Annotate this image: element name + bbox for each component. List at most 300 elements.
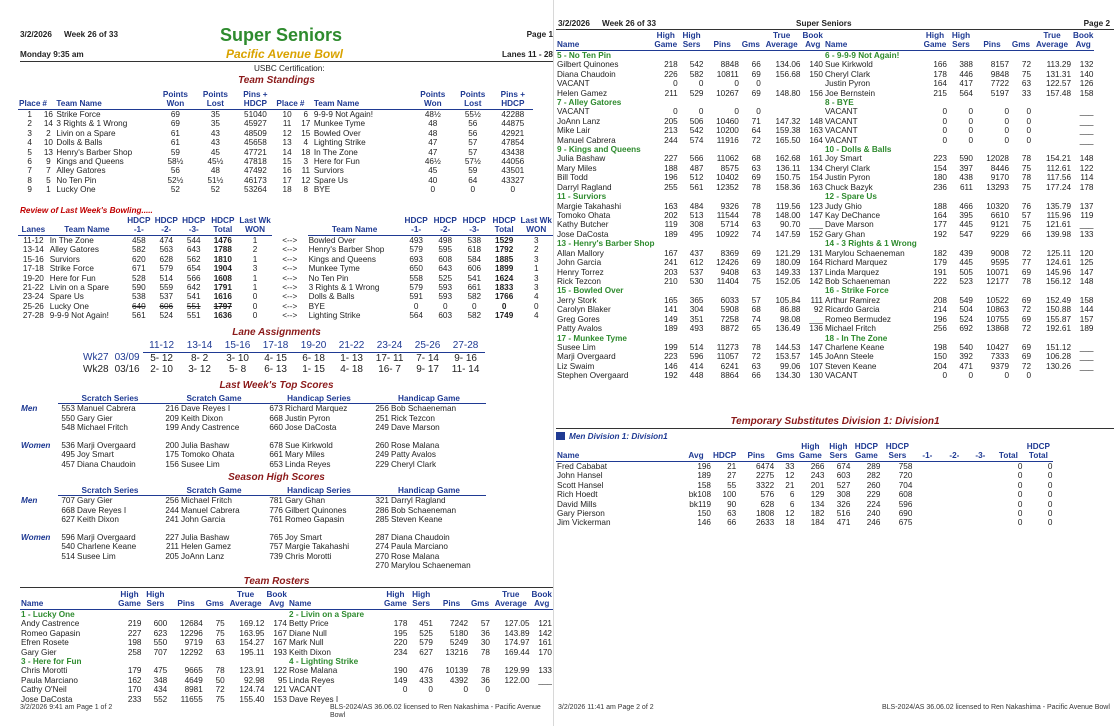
review-head-row (18, 216, 553, 225)
roster-cell: 437 (689, 248, 704, 258)
subs-cell: 3322 (755, 480, 775, 490)
subs-cell: 100 (722, 490, 737, 500)
review-cell: 551 (186, 301, 201, 311)
roster-cell: 114 (1080, 173, 1094, 183)
review-head: -1- (125, 225, 152, 235)
roster-cell: Jose DaCosta (21, 694, 73, 704)
roster-cell: 8872 (720, 324, 739, 334)
score-cell: 678 (269, 440, 283, 450)
review-cell: 579 (409, 245, 423, 255)
standings-head: Team Name (313, 99, 413, 109)
lane-pair: 6- 18 (302, 352, 325, 364)
roster-cell: 158.36 (775, 182, 801, 192)
roster-row (824, 352, 1094, 361)
roster-head: Pins (974, 40, 1010, 50)
roster-cell: 0 (1026, 371, 1031, 381)
roster-cell: 12028 (986, 154, 1009, 164)
standings-cell: 7 (27, 166, 32, 176)
roster-row (556, 305, 824, 314)
page-2 (556, 0, 1114, 726)
review-cell: 1616 (213, 292, 232, 302)
score-cell: 256 (165, 496, 179, 506)
blank (941, 442, 967, 451)
standings-cell: 45927 (244, 119, 267, 129)
roster-cell: 529 (689, 88, 704, 98)
review-cell: 0 (252, 292, 258, 302)
roster-head-row (824, 40, 1094, 50)
roster-cell: 30 (480, 638, 490, 648)
roster-head: Gms (741, 40, 760, 50)
roster-cell: 136.11 (776, 163, 801, 173)
standings-cell: 47492 (244, 166, 267, 176)
roster-cell: 36 (480, 675, 490, 685)
subs-head: Sers (825, 451, 851, 461)
subs-division (556, 432, 668, 441)
roster-cell: 0 (1026, 107, 1031, 117)
blank (20, 460, 58, 469)
lane-assign-title: Lane Assignments (232, 327, 321, 338)
roster-cell: 0 (1004, 107, 1009, 117)
lane-pair: 4- 18 (340, 364, 363, 375)
roster-row (824, 60, 1094, 69)
review-head: -1- (402, 225, 431, 235)
roster-cell: ___ (1079, 135, 1094, 145)
roster-team-name: 7 - Alley Gatores (557, 97, 622, 107)
roster-cell: 525 (419, 628, 433, 638)
roster-team-row (288, 609, 553, 619)
lanes: Lanes 11 - 28 (502, 50, 553, 59)
roster-cell: 178 (1079, 182, 1094, 192)
subs-head-row (556, 442, 1053, 451)
roster-cell: 95 (277, 675, 287, 685)
review-cell: 528 (132, 273, 146, 283)
roster-cell: 148 (809, 116, 823, 126)
roster-row (824, 136, 1094, 145)
blank (20, 433, 486, 441)
review-cell: In The Zone (49, 235, 94, 245)
review-cell: 525 (438, 273, 453, 283)
roster-cell: 133 (1079, 229, 1094, 239)
roster-cell: 161 (538, 638, 552, 648)
subs-head: Game (795, 451, 825, 461)
score-cell: Manuel Cabrera (77, 404, 136, 414)
roster-cell: 188 (664, 163, 678, 173)
roster-cell: 170 (127, 685, 142, 695)
roster-cell: 162.68 (775, 154, 801, 164)
roster-cell: 11062 (716, 154, 739, 164)
subs-cell: 246 (866, 518, 881, 528)
roster-cell: 161 (809, 154, 823, 164)
roster-cell: 10071 (986, 267, 1009, 277)
roster-cell: 215 (933, 88, 947, 98)
roster-left-2 (556, 31, 824, 381)
review-head: HDCP (433, 216, 457, 225)
roster-row (824, 183, 1094, 192)
roster-row (556, 268, 824, 277)
roster-team-name: 17 - Munkee Tyme (557, 333, 627, 343)
review-cell: 591 (409, 292, 423, 302)
score-cell: 668 (61, 505, 75, 515)
roster-cell: 523 (959, 276, 973, 286)
lane-pair: 16- 7 (378, 364, 401, 375)
roster-cell: 192.61 (1045, 324, 1071, 334)
roster-cell: Justin Pyron (825, 173, 871, 183)
standings-cell: 51040 (244, 109, 267, 119)
standings-cell: 43327 (501, 175, 525, 185)
roster-cell: 11057 (716, 352, 739, 362)
roster-cell: 137 (809, 267, 823, 277)
roster-cell: 692 (959, 324, 973, 334)
subs-head: Pins (737, 451, 775, 461)
standings-cell: 12 (301, 175, 311, 185)
score-row (20, 542, 486, 551)
roster-cell: 106.28 (1045, 352, 1071, 362)
roster-cell: Mark Null (289, 638, 324, 648)
review-cell: 2 (533, 245, 539, 255)
roster-cell: 549 (959, 295, 973, 305)
roster-cell: Helen Gamez (557, 88, 608, 98)
roster-cell: 145 (809, 352, 823, 362)
standings-head: Won (413, 99, 453, 109)
review-cell: Munkee Tyme (308, 264, 360, 274)
score-cell: Rick Tezcon (391, 413, 435, 423)
subs-cell: 608 (898, 490, 913, 500)
standings-cell: Dolls & Balls (56, 138, 103, 148)
standings-cell: 9 (46, 156, 51, 166)
score-cell: Marylou Schaeneman (391, 560, 471, 570)
roster-cell (801, 107, 824, 116)
roster-cell: 7258 (720, 314, 739, 324)
roster-cell: 446 (959, 69, 973, 79)
score-cell: 216 (165, 404, 179, 414)
score-cell (76, 561, 162, 570)
roster-cell: 0 (698, 107, 704, 117)
roster-cell: 574 (689, 135, 704, 145)
roster-team-row (824, 98, 1094, 107)
lane-pair: 5- 8 (228, 364, 247, 375)
review-head: -3- (180, 225, 207, 235)
standings-cell: 59 (170, 147, 180, 157)
subs-cell (913, 481, 941, 490)
score-row (20, 496, 486, 506)
review-cell: 493 (409, 235, 423, 245)
standings-cell: 57 (468, 138, 478, 148)
review-cell: 566 (186, 273, 201, 283)
roster-cell: 130 (809, 371, 823, 381)
subs-cell (941, 461, 967, 471)
review-row (18, 264, 553, 273)
score-cell: 739 (269, 551, 283, 561)
roster-cell: 258 (127, 647, 142, 657)
lane-head: 13-14 (181, 340, 219, 352)
score-cell: 227 (165, 532, 179, 542)
lane-pair: 1- 13 (340, 352, 363, 364)
roster-cell: 69 (1021, 295, 1031, 305)
subs-cell: 6474 (755, 461, 775, 471)
roster-row (556, 211, 824, 220)
roster-cell: 0 (1026, 116, 1031, 126)
roster-cell: 78 (1021, 154, 1031, 164)
roster-row (20, 648, 288, 657)
roster-cell (801, 79, 824, 88)
review-cell: 1788 (213, 245, 232, 255)
lane-assign-table (80, 340, 485, 376)
roster-team-row (556, 145, 824, 154)
roster-cell: 72 (1021, 60, 1031, 70)
roster-cell: Efren Rosete (21, 638, 69, 648)
roster-cell: 189 (664, 324, 678, 334)
roster-cell: Rick Tezcon (557, 276, 601, 286)
blank (740, 31, 762, 40)
roster-cell: 149 (664, 314, 678, 324)
roster-row (824, 126, 1094, 135)
subs-cell: bk108 (688, 490, 711, 500)
roster-cell: 566 (689, 154, 704, 164)
roster-team-row (20, 657, 288, 666)
standings-head-row (18, 99, 533, 109)
subs-row (556, 461, 1053, 471)
roster-cell: 57 (480, 619, 490, 629)
review-cell: 618 (467, 245, 482, 255)
blank (20, 450, 58, 459)
roster-cell: 141 (664, 305, 678, 315)
roster-head: Name (20, 599, 117, 609)
subs-cell: 674 (836, 461, 851, 471)
roster-head: Game (384, 599, 407, 609)
roster-cell: 139.98 (1045, 229, 1071, 239)
roster-cell: 68 (751, 305, 761, 315)
roster-team-row (824, 286, 1094, 295)
roster-cell: 78 (480, 666, 490, 676)
review-head: Total (489, 225, 520, 235)
standings-row (18, 176, 533, 185)
roster-cell: 451 (419, 619, 433, 629)
roster-row (288, 619, 553, 628)
review-head-row (18, 225, 553, 235)
roster-cell: Paula Marciano (21, 675, 78, 685)
review-row (18, 245, 553, 254)
standings-head: Place (19, 99, 41, 109)
blank (112, 340, 143, 352)
roster-row (20, 695, 288, 704)
review-cell: <--> (282, 235, 298, 245)
roster-cell: 71 (751, 116, 761, 126)
roster-cell: 69 (1021, 267, 1031, 277)
roster-cell: 10755 (986, 314, 1009, 324)
subs-cell: 0 (1017, 471, 1023, 481)
standings-head: Points (420, 90, 446, 99)
roster-cell: 166 (933, 60, 947, 70)
roster-cell: 121 (538, 619, 552, 629)
review-head: WON (238, 225, 272, 235)
roster-row (556, 79, 824, 88)
subs-head: Total (1023, 451, 1053, 461)
roster-row (556, 117, 824, 126)
roster-cell: 707 (153, 647, 168, 657)
subs-cell: 12 (785, 471, 795, 481)
roster-cell: 66 (1021, 229, 1031, 239)
roster-cell: 304 (689, 305, 704, 315)
subs-row (556, 518, 1053, 527)
roster-cell: 0 (968, 116, 973, 126)
score-cell: 757 (269, 542, 283, 552)
score-cell: Dave Reyes I (77, 505, 127, 515)
roster-cell: Sue Kirkwold (825, 60, 873, 70)
score-cell: 286 (375, 505, 389, 515)
blank (288, 590, 382, 599)
review-cell: 458 (132, 235, 146, 245)
roster-cell: Patty Avalos (557, 324, 602, 334)
roster-cell: 76 (1021, 201, 1031, 211)
score-cell (162, 561, 180, 570)
blank (313, 90, 413, 99)
score-head: Scratch Game (162, 394, 266, 404)
score-cell: Margie Takahashi (285, 542, 350, 552)
score-cell: Mary Miles (285, 450, 325, 460)
roster-cell: 75 (1021, 182, 1031, 192)
roster-cell: 152 (809, 229, 823, 239)
roster-cell: 156.12 (1045, 276, 1071, 286)
subs-cell: 704 (898, 480, 913, 490)
review-cell: <--> (282, 273, 298, 283)
subs-cell (913, 490, 941, 499)
roster-cell: Linda Marquez (825, 267, 880, 277)
roster-cell: Mike Lair (557, 126, 591, 136)
review-cell: 1636 (213, 311, 232, 321)
roster-cell: 7242 (449, 619, 469, 629)
subs-cell: 603 (836, 471, 851, 481)
roster-cell: 125 (1079, 258, 1094, 268)
roster-cell: 164 (933, 211, 947, 221)
score-cell: 251 (375, 413, 389, 423)
lane-week: Wk27 (83, 352, 109, 364)
review-cell: 564 (409, 311, 423, 321)
roster-cell: 164 (933, 79, 947, 89)
roster-cell: 5180 (449, 628, 469, 638)
review-cell: 17-18 (22, 264, 44, 274)
roster-cell: 218 (664, 60, 678, 70)
score-cell: 244 (165, 505, 179, 515)
roster-row (556, 183, 824, 192)
roster-cell: 210 (664, 276, 678, 286)
table (80, 340, 485, 376)
roster-cell: 10320 (986, 201, 1009, 211)
roster-cell: 308 (689, 220, 704, 230)
score-row (20, 506, 486, 515)
score-cell: 211 (165, 542, 179, 552)
roster-row (824, 220, 1094, 229)
review-cell: 514 (159, 273, 174, 283)
roster-cell: 119 (1080, 211, 1094, 221)
roster-cell: 222 (933, 276, 947, 286)
roster-row (556, 202, 824, 211)
subs-cell: 266 (810, 461, 825, 471)
roster-cell: 434 (153, 685, 168, 695)
review-cell: 558 (409, 273, 423, 283)
score-row (20, 515, 486, 524)
review-cell: 541 (467, 273, 482, 283)
standings-cell: 2 (27, 119, 32, 129)
roster-cell: Richard Marquez (825, 258, 888, 268)
subs-cell: 201 (810, 480, 825, 490)
roster-cell: 0 (942, 371, 947, 381)
roster-cell: 177 (933, 220, 947, 230)
roster-cell: 204 (933, 361, 947, 371)
standings-cell: 35 (210, 119, 220, 129)
roster-cell: VACANT (289, 685, 322, 695)
standings-cell: 59 (468, 166, 478, 176)
score-cell: Helen Gamez (181, 542, 232, 552)
roster-cell: Marji Overgaard (557, 352, 616, 362)
score-cell: 249 (375, 450, 389, 460)
review-cell: 1 (252, 282, 258, 292)
review-cell: No Ten Pin (308, 273, 349, 283)
subs-division-label: Men Division 1: Division1 (569, 432, 668, 441)
lane-head: 11-12 (143, 340, 181, 352)
roster-cell: 487 (689, 163, 704, 173)
roster-cell: Gary Gier (21, 647, 57, 657)
roster-head: Avg (1072, 40, 1094, 50)
score-row (20, 561, 486, 570)
review-cell: <--> (282, 311, 298, 321)
subs-title: Temporary Substitutes Division 1: Division1 (730, 416, 940, 427)
roster-row (824, 89, 1094, 98)
review-cell: Here for Fun (49, 273, 96, 283)
roster-head: Pins (434, 599, 469, 609)
standings-cell: 4 (303, 138, 309, 148)
standings-head: Won (155, 99, 195, 109)
score-group-label: Men (21, 404, 38, 414)
standings-cell: 45 (210, 147, 220, 157)
season-high-table (20, 486, 553, 570)
lane-head-row (80, 340, 485, 352)
subs-cell: Fred Cababat (557, 461, 608, 471)
subs-row (556, 500, 1053, 509)
standings-cell: 55½ (464, 109, 481, 119)
roster-cell: 244 (664, 135, 678, 145)
roster-cell: 627 (419, 647, 433, 657)
score-row (20, 460, 486, 469)
report-week: Week 26 of 33 (64, 30, 119, 39)
roster-row (556, 296, 824, 305)
roster-cell: 448 (689, 371, 704, 381)
roster-row (824, 268, 1094, 277)
roster-cell: 438 (959, 173, 973, 183)
score-row (20, 533, 486, 542)
roster-cell: 162 (127, 675, 142, 685)
blank (168, 590, 204, 599)
subs-cell (941, 509, 967, 518)
roster-cell: 169.12 (239, 619, 265, 629)
rosters-rule (20, 587, 553, 588)
roster-cell: 123 (809, 201, 823, 211)
footer-right: BLS-2024/AS 36.06.02 licensed to Ren Nakashima - Pacific Avenue Bowl (330, 704, 541, 720)
subs-cell (967, 500, 993, 509)
roster-row (556, 258, 824, 267)
review-cell: 1899 (495, 264, 514, 274)
lane-pair: 3- 12 (188, 364, 211, 375)
score-cell: Charlene Keane (77, 542, 137, 552)
roster-cell: 11916 (716, 135, 739, 145)
roster-row (556, 60, 824, 69)
roster-cell: 33 (1021, 88, 1031, 98)
standings-cell: 0 (470, 185, 476, 195)
subs-row (556, 490, 1053, 499)
score-cell: 249 (375, 423, 389, 433)
score-row (20, 552, 486, 561)
roster-row (20, 629, 288, 638)
standings-cell: Surviors (313, 166, 344, 176)
